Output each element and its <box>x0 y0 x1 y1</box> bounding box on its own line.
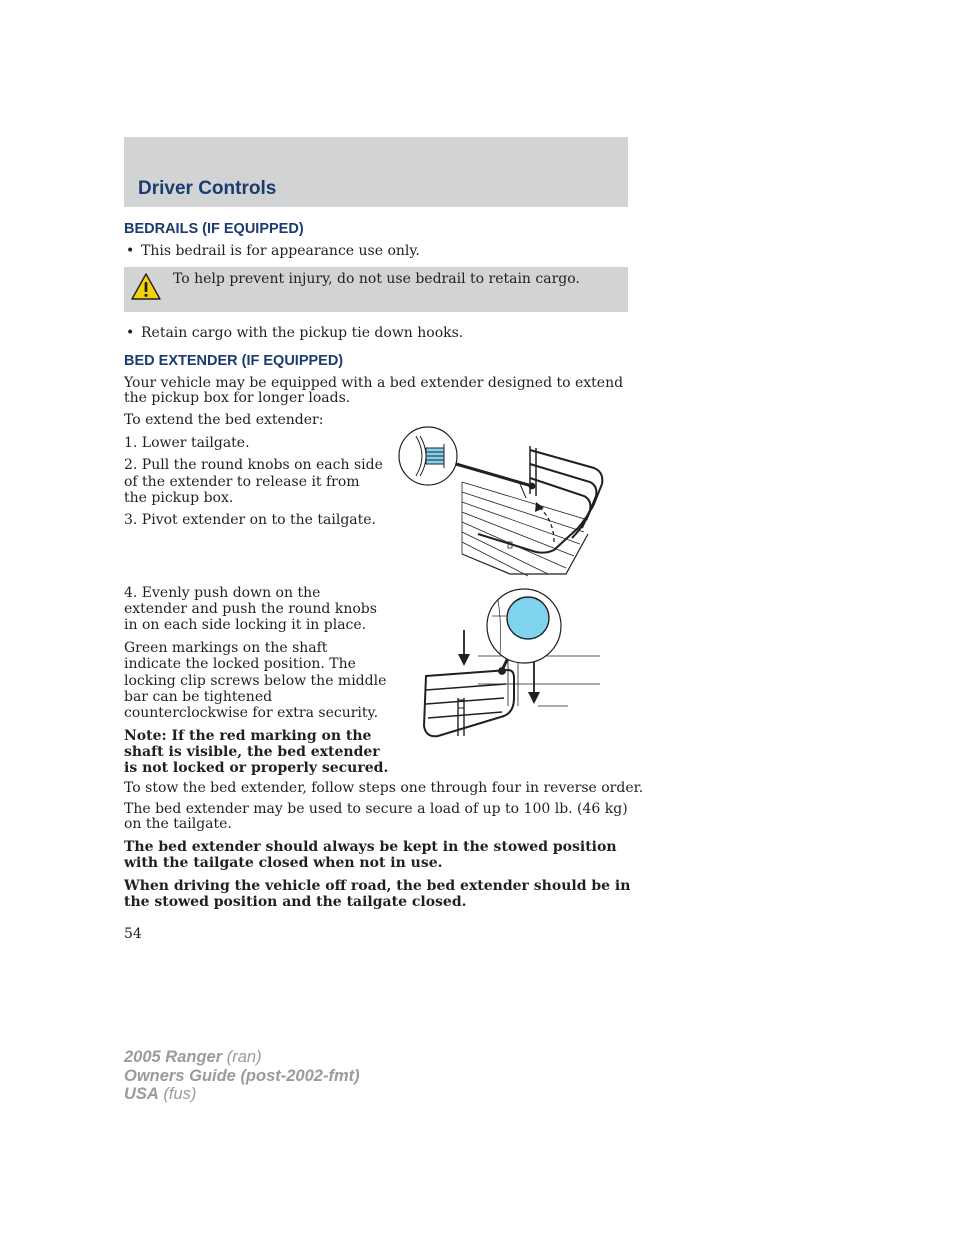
bedrails-bullet-2: Retain cargo with the pickup tie down hooks. <box>141 325 464 341</box>
footer-model-bold: 2005 Ranger <box>124 1048 223 1066</box>
bedrails-bullet-1: This bedrail is for appearance use only. <box>141 243 420 259</box>
footer-market-code: (fus) <box>158 1085 197 1103</box>
intro-line-1: Your vehicle may be equipped with a bed extender designed to extend <box>124 375 624 391</box>
load-line-2: on the tailgate. <box>124 816 232 832</box>
step-2-line-1: 2. Pull the round knobs on each side <box>124 457 383 473</box>
bullet-dot: • <box>126 325 135 341</box>
bedrails-heading: BEDRAILS (IF EQUIPPED) <box>124 221 304 237</box>
note-line-2: shaft is visible, the bed extender <box>124 744 380 760</box>
stowed-warning-line-2: with the tailgate closed when not in use. <box>124 855 443 871</box>
green-line-1: Green markings on the shaft <box>124 640 328 656</box>
page-number: 54 <box>124 926 142 942</box>
note-line-1: Note: If the red marking on the <box>124 728 372 744</box>
footer-market <box>124 1085 196 1103</box>
step-4-line-2: extender and push the round knobs <box>124 601 377 617</box>
stowed-warning-line-1: The bed extender should always be kept in the stowed position <box>124 839 617 855</box>
step-3: 3. Pivot extender on to the tailgate. <box>124 512 376 528</box>
step-2-line-2: of the extender to release it from <box>124 474 360 490</box>
warning-text: To help prevent injury, do not use bedrail to retain cargo. <box>173 271 580 287</box>
stow-text: To stow the bed extender, follow steps one through four in reverse order. <box>124 780 644 796</box>
offroad-warning-line-2: the stowed position and the tailgate closed. <box>124 894 467 910</box>
green-line-3: locking clip screws below the middle <box>124 673 387 689</box>
to-extend: To extend the bed extender: <box>124 412 324 428</box>
green-line-4: bar can be tightened <box>124 689 273 705</box>
green-line-5: counterclockwise for extra security. <box>124 705 379 721</box>
intro-line-2: the pickup box for longer loads. <box>124 390 351 406</box>
footer-market-bold: USA <box>124 1085 159 1103</box>
footer-model <box>124 1048 262 1066</box>
step-4-line-3: in on each side locking it in place. <box>124 617 367 633</box>
section-title: Driver Controls <box>138 178 277 199</box>
footer-model-code: (ran) <box>222 1048 262 1066</box>
step-2-line-3: the pickup box. <box>124 490 234 506</box>
bullet-dot: • <box>126 243 135 259</box>
extender-heading: BED EXTENDER (IF EQUIPPED) <box>124 353 344 369</box>
note-line-3: is not locked or properly secured. <box>124 760 389 776</box>
step-1: 1. Lower tailgate. <box>124 435 250 451</box>
footer-guide <box>124 1067 360 1085</box>
footer-guide-bold: Owners Guide (post-2002-fmt) <box>124 1067 360 1085</box>
warning-icon <box>130 272 162 302</box>
extender-pivot-illustration <box>398 424 610 580</box>
step-4-line-1: 4. Evenly push down on the <box>124 585 321 601</box>
offroad-warning-line-1: When driving the vehicle off road, the bed extender should be in <box>124 878 631 894</box>
extender-lock-illustration <box>418 586 604 748</box>
load-line-1: The bed extender may be used to secure a load of up to 100 lb. (46 kg) <box>124 801 628 817</box>
green-line-2: indicate the locked position. The <box>124 656 356 672</box>
